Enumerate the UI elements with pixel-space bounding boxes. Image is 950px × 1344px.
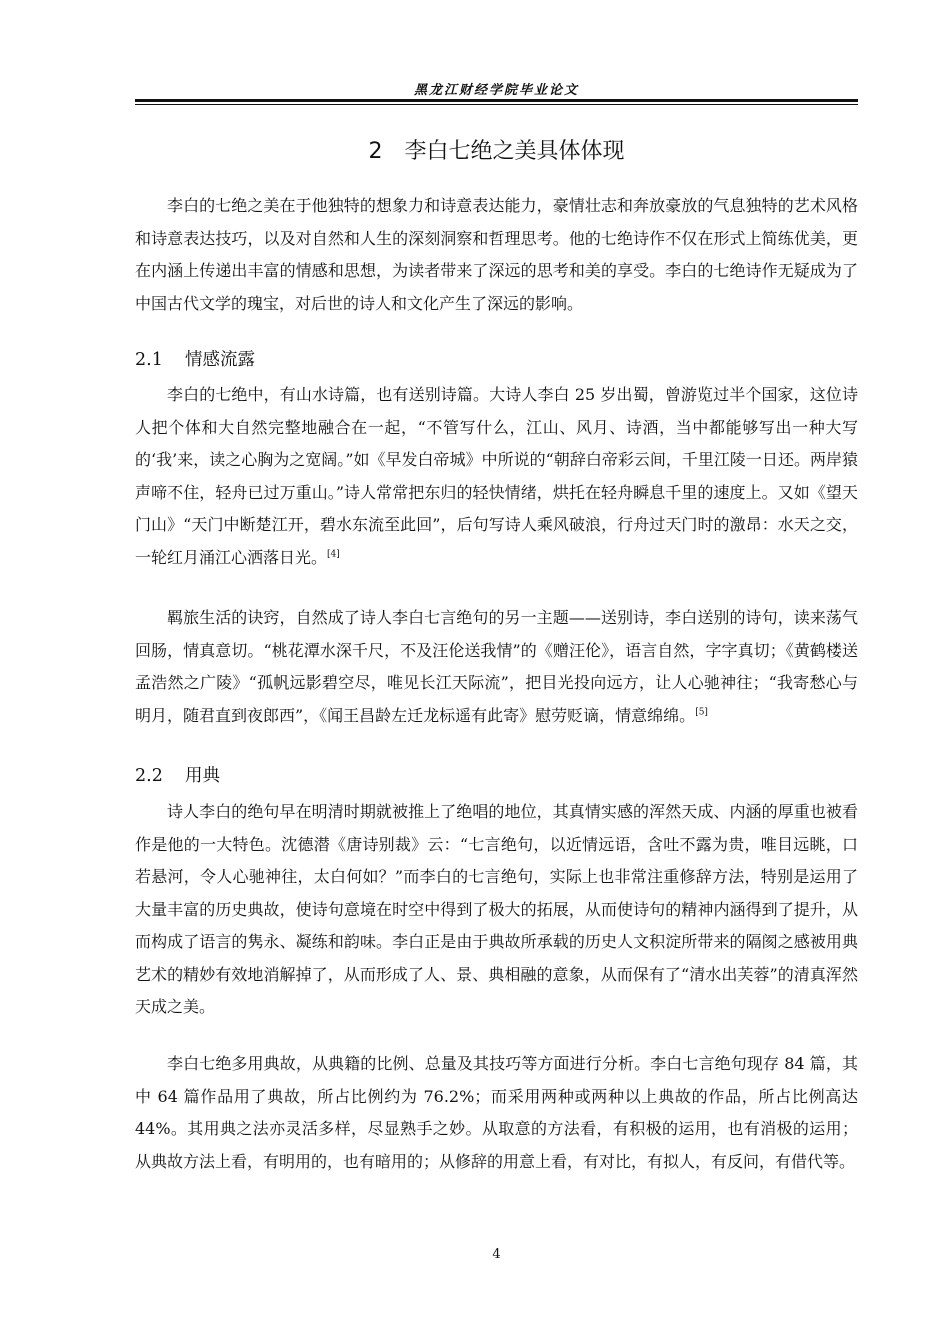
chapter-title [135,134,858,165]
running-header: 黑龙江财经学院毕业论文 [413,83,579,98]
chapter-number: 2 [368,139,383,164]
section-heading-2-1 [135,346,255,371]
intro-paragraph: 李白的七绝之美在于他独特的想象力和诗意表达能力，豪情壮志和奔放豪放的气息独特的艺术风格和诗意表达技巧，以及对自然和人生的深刻洞察和哲理思考。他的七绝诗作不仅在形式上简练优美，更在内涵上传递出丰富的情感和思想，为读者带来了深远的思考和美的享受。李白的七绝诗作无疑成为了中国古代文学的瑰宝，对后世的诗人和文化产生了深远的影响。 [135,196,858,313]
section-number: 2.2 [135,766,163,786]
page-number: 4 [492,1247,501,1262]
section-number: 2.1 [135,350,163,370]
section-title: 情感流露 [185,350,255,370]
chapter-title-text: 李白七绝之美具体体现 [404,139,625,164]
section-2-1-paragraph-1 [135,379,858,574]
section-heading-2-2 [135,762,220,787]
section-2-1-paragraph-2 [135,602,858,732]
header-rule-thin [135,104,858,105]
section-2-2-paragraph-1: 诗人李白的绝句早在明清时期就被推上了绝唱的地位，其真情实感的浑然天成、内涵的厚重也被看作是他的一大特色。沈德潜《唐诗别裁》云：“七言绝句，以近情远语，含吐不露为贵，唯目远眺，口若悬河，令人心驰神往，太白何如？”而李白的七言绝句，实际上也非常注重修辞方法，特别是运用了大量丰富的历史典故，使诗句意境在时空中得到了极大的拓展，从而使诗句的精神内涵得到了提升，从而构成了语言的隽永、凝练和韵味。李白正是由于典故所承载的历史人文积淀所带来的隔阂之感被用典艺术的精妙有效地消解掉了，从而形成了人、景、典相融的意象，从而保有了“清水出芙蓉”的清真浑然天成之美。 [135,802,858,1016]
paragraph-text: 李白的七绝中，有山水诗篇，也有送别诗篇。大诗人李白 25 岁出蜀，曾游览过半个国家，这位诗人把个体和大自然完整地融合在一起，“不管写什么，江山、风月、诗酒，当中都能够写出一种大写的‘我’来，读之心胸为之宽阔。”如《早发白帝城》中所说的“朝辞白帝彩云间，千里江陵一日还。两岸猿声啼不住，轻舟已过万重山。”诗人常常把东归的轻快情绪，烘托在轻舟瞬息千里的速度上。又如《望天门山》“天门中断楚江开，碧水东流至此回”，后句写诗人乘风破浪，行舟过天门时的激昂：水天之交，一轮红月涌江心洒落日光。 [135,385,858,567]
section-title: 用典 [185,766,220,786]
header-rule-thick [135,99,858,102]
section-2-2-paragraph-2: 李白七绝多用典故，从典籍的比例、总量及其技巧等方面进行分析。李白七言绝句现存 84 篇，其中 64 篇作品用了典故，所占比例约为 76.2%；而采用两种或两种以上典故的作品，所占比例高达 44%。其用典之法亦灵活多样，尽显熟手之妙。从取意的方法看，有积极的运用，也有消极的运用；从典故方法上看，有明用的，也有暗用的；从修辞的用意上看，有对比，有拟人，有反问，有借代等。 [135,1054,858,1171]
citation-ref: [5] [695,707,708,718]
citation-ref: [4] [327,549,340,560]
paragraph-text: 羁旅生活的诀窍，自然成了诗人李白七言绝句的另一主题——送别诗，李白送别的诗句，读来荡气回肠，情真意切。“桃花潭水深千尺，不及汪伦送我情”的《赠汪伦》，语言自然，字字真切；《黄鹤楼送孟浩然之广陵》“孤帆远影碧空尽，唯见长江天际流”，把目光投向远方，让人心驰神往；“我寄愁心与明月，随君直到夜郎西”，《闻王昌龄左迁龙标遥有此寄》慰劳贬谪，情意绵绵。 [135,608,858,725]
